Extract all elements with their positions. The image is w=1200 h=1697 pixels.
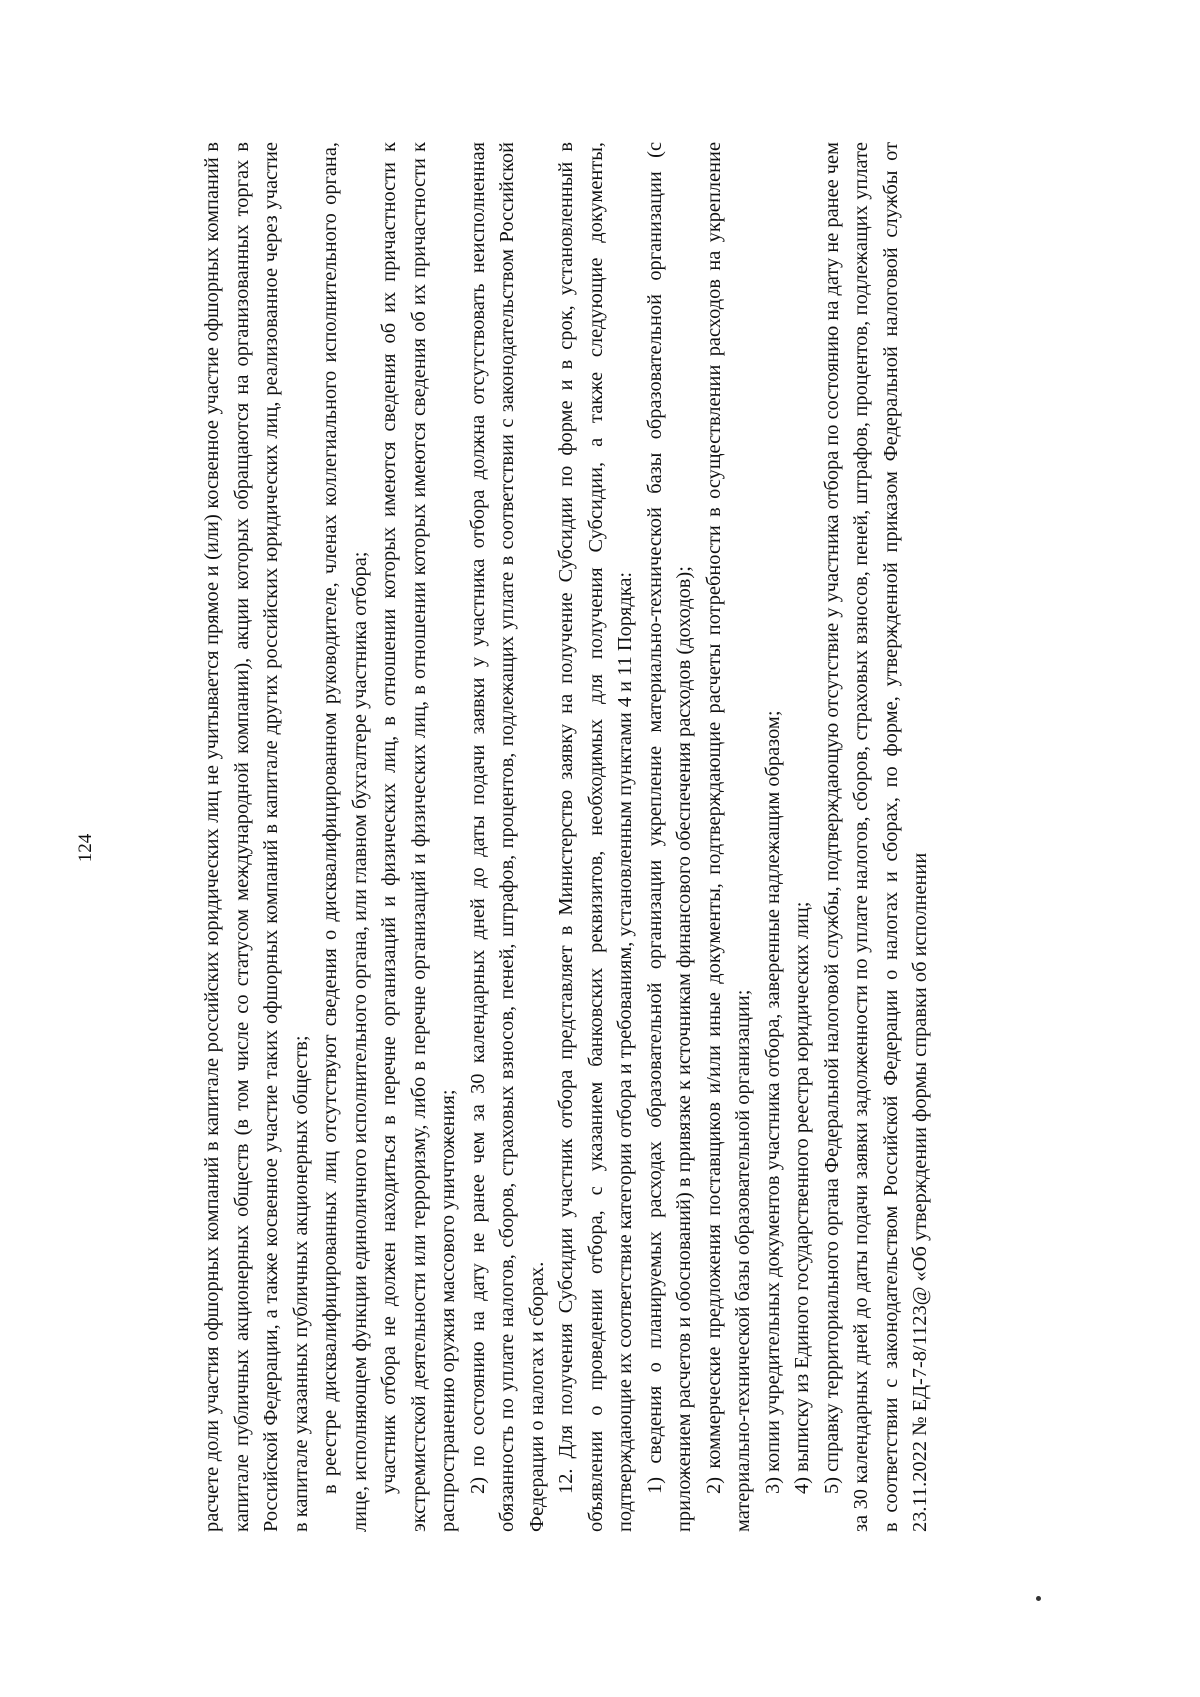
document-body — [198, 142, 1142, 1532]
list-item-3: 3) копии учредительных документов участника отбора, заверенные надлежащим образом; — [761, 710, 784, 1494]
paragraph-disqualified-persons: в реестре дисквалифицированных лиц отсутствуют сведения о дисквалифицированном руководителе, членах коллегиального исполнительного органа, лице, исполняющем функции единоличного исполнительного органа, или главном бухгалтере участника отбора; — [319, 142, 371, 1532]
paragraph-application-12: 12. Для получения Субсидии участник отбора представляет в Министерство заявку на получение Субсидии по форме и в срок, установленный в объявлении о проведении отбора, с указанием банковских реквизитов, необходимых для получения Субсидии, а также следующие документы, подтверждающие их соответствие категории отбора и требованиям, установленным пунктами 4 и 11 Порядка: — [555, 142, 636, 1532]
list-item-1: 1) сведения о планируемых расходах образовательной организации укрепление материально-технической базы образовательной организации (с приложением расчетов и обоснований) в привязке к источникам финансового обеспечения расходов (доходов); — [643, 142, 695, 1532]
list-item-4: 4) выписку из Единого государственного реестра юридических лиц; — [791, 901, 813, 1494]
scan-mark — [1036, 1596, 1041, 1601]
paragraph-offshore-participation: расчете доли участия офшорных компаний в капитале российских юридических лиц не учитывается прямое и (или) косвенное участие офшорных компаний в капитале публичных акционерных обществ (в том числе со статусом международной компании), акции которых обращаются на организованных торгах в Российской Федерации, а также косвенное участие таких офшорных компаний в капитале других российских юридических лиц, реализованное через участие в капитале указанных публичных акционерных обществ; — [201, 142, 312, 1532]
page-number: 124 — [75, 833, 96, 863]
list-item-5: 5) справку территориального органа Федеральной налоговой службы, подтверждающую отсутствие у участника отбора по состоянию на дату не ранее чем за 30 календарных дней до даты подачи заявки задолженности по уплате налогов, сборов, страховых взносов, пеней, штрафов, процентов, подлежащих уплате в соответствии с законодательством Российской Федерации о налогах и сборах, по форме, утвержденной приказом Федеральной налоговой службы от 23.11.2022 № ЕД-7-8/1123@ «Об утверждении формы справки об исполнении — [820, 142, 931, 1532]
list-item-2: 2) коммерческие предложения поставщиков и/или иные документы, подтверждающие расчеты потребности в осуществлении расходов на укрепление материально-технической базы образовательной организации; — [702, 142, 754, 1532]
paragraph-tax-obligations: 2) по состоянию на дату не ранее чем за 30 календарных дней до даты подачи заявки у участника отбора должна отсутствовать неисполненная обязанность по уплате налогов, сборов, страховых взносов, пеней, штрафов, процентов, подлежащих уплате в соответствии с законодательством Российской Федерации о налогах и сборах. — [466, 142, 548, 1532]
paragraph-extremism-list: участник отбора не должен находиться в перечне организаций и физических лиц, в отношении которых имеются сведения об их причастности к экстремистской деятельности или терроризму, либо в перечне организаций и физических лиц, в отношении которых имеются сведения об их причастности к распространению оружия массового уничтожения; — [378, 142, 459, 1532]
